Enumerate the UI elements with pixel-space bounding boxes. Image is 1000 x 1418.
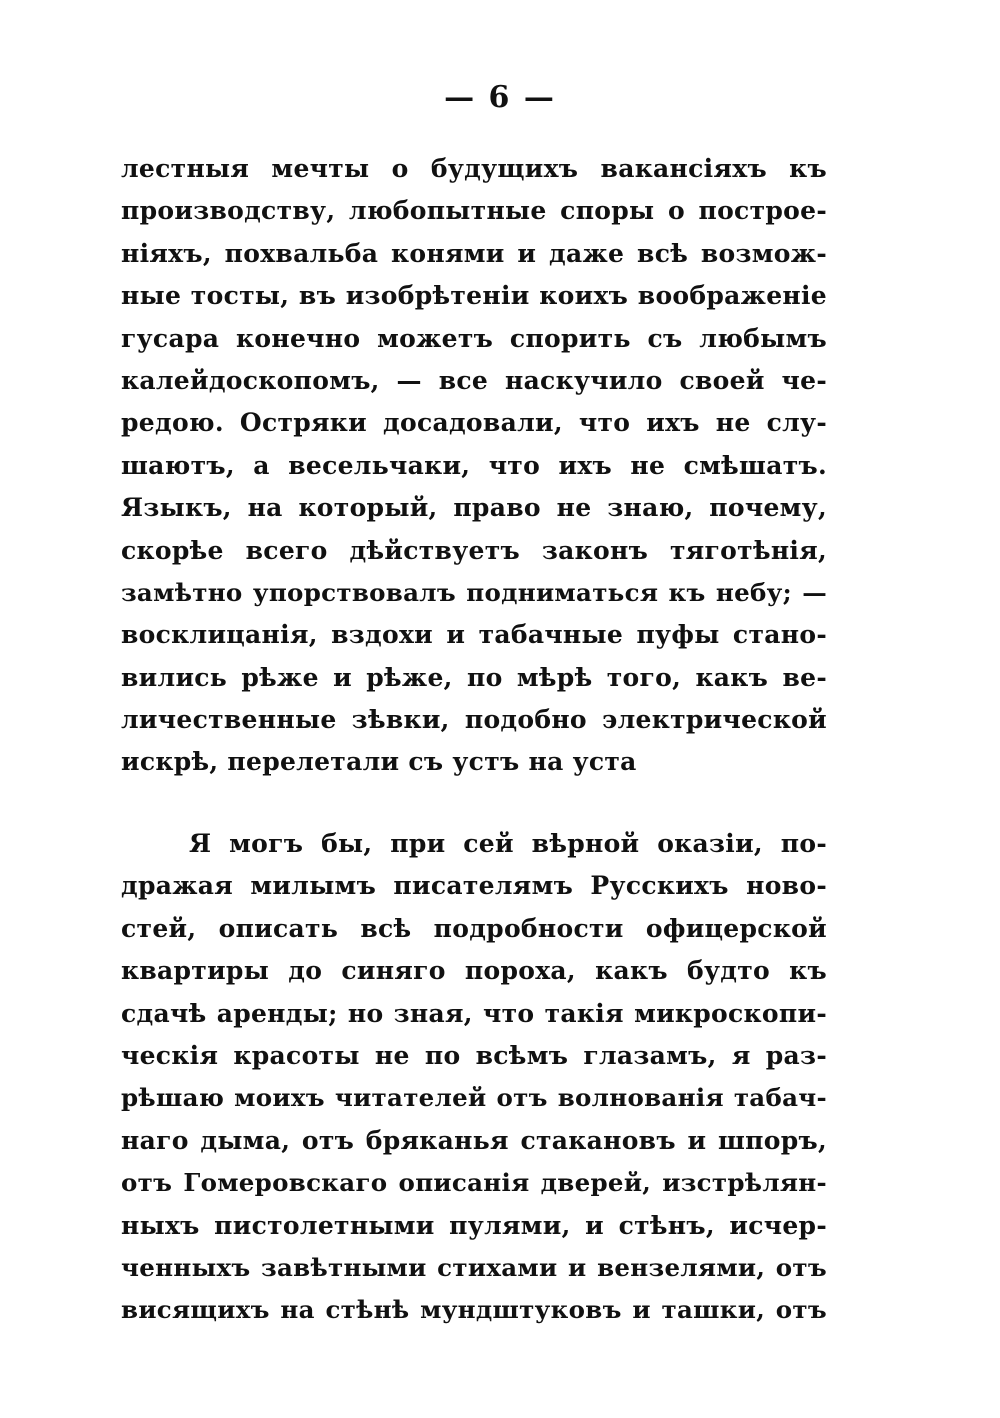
text-line: личественные зѣвки, подобно электрической bbox=[121, 705, 827, 735]
text-line: замѣтно упорствовалъ подниматься къ небу; — bbox=[121, 577, 827, 607]
text-line: Я могъ бы, при сей вѣрной оказіи, по- bbox=[189, 829, 827, 858]
text-line: скорѣе всего дѣйствуетъ законъ тяготѣнія, bbox=[121, 535, 827, 565]
text-line: ченныхъ завѣтными стихами и вензелями, отъ bbox=[121, 1252, 827, 1282]
text-line: Языкъ, на который, право не знаю, почему, bbox=[121, 493, 827, 523]
text-line: ные тосты, въ изобрѣтеніи коихъ воображеніе bbox=[121, 281, 827, 311]
text-line: гусара конечно можетъ спорить съ любымъ bbox=[121, 323, 827, 353]
text-line: вились рѣже и рѣже, по мѣрѣ того, какъ ве- bbox=[121, 662, 827, 692]
text-line: восклицанія, вздохи и табачные пуфы стано- bbox=[121, 620, 827, 650]
text-line: искрѣ, перелетали съ устъ на уста bbox=[121, 747, 637, 777]
text-line: редою. Остряки досадовали, что ихъ не слу- bbox=[121, 408, 827, 438]
text-line: висящихъ на стѣнѣ мундштуковъ и ташки, отъ bbox=[121, 1295, 827, 1325]
paragraph-2 bbox=[121, 823, 827, 1332]
text-line: ніяхъ, похвальба конями и даже всѣ возмож- bbox=[121, 238, 827, 268]
text-line: ныхъ пистолетными пулями, и стѣнъ, исчер- bbox=[121, 1210, 827, 1240]
text-line: отъ Гомеровскаго описанія дверей, изстрѣлян- bbox=[121, 1168, 827, 1198]
text-line: шаютъ, а весельчаки, что ихъ не смѣшатъ. bbox=[121, 450, 827, 480]
text-line: калейдоскопомъ, — все наскучило своей че- bbox=[121, 365, 827, 395]
text-line: квартиры до синяго пороха, какъ будто къ bbox=[121, 956, 827, 986]
text-line: стей, описать всѣ подробности офицерской bbox=[121, 913, 827, 943]
text-line: дражая милымъ писателямъ Русскихъ ново- bbox=[121, 871, 827, 901]
page-number: — 6 — bbox=[444, 80, 556, 115]
text-line: сдачѣ аренды; но зная, что такія микроскопи- bbox=[121, 998, 827, 1028]
text-line: лестныя мечты о будущихъ вакансіяхъ къ bbox=[121, 154, 827, 183]
text-line: производству, любопытные споры о построе- bbox=[121, 196, 827, 226]
text-line: рѣшаю моихъ читателей отъ волнованія табач- bbox=[121, 1083, 827, 1113]
paragraph-1 bbox=[121, 148, 827, 784]
text-line: наго дыма, отъ бряканья стакановъ и шпоръ, bbox=[121, 1125, 827, 1155]
text-line: ческія красоты не по всѣмъ глазамъ, я раз- bbox=[121, 1040, 827, 1070]
